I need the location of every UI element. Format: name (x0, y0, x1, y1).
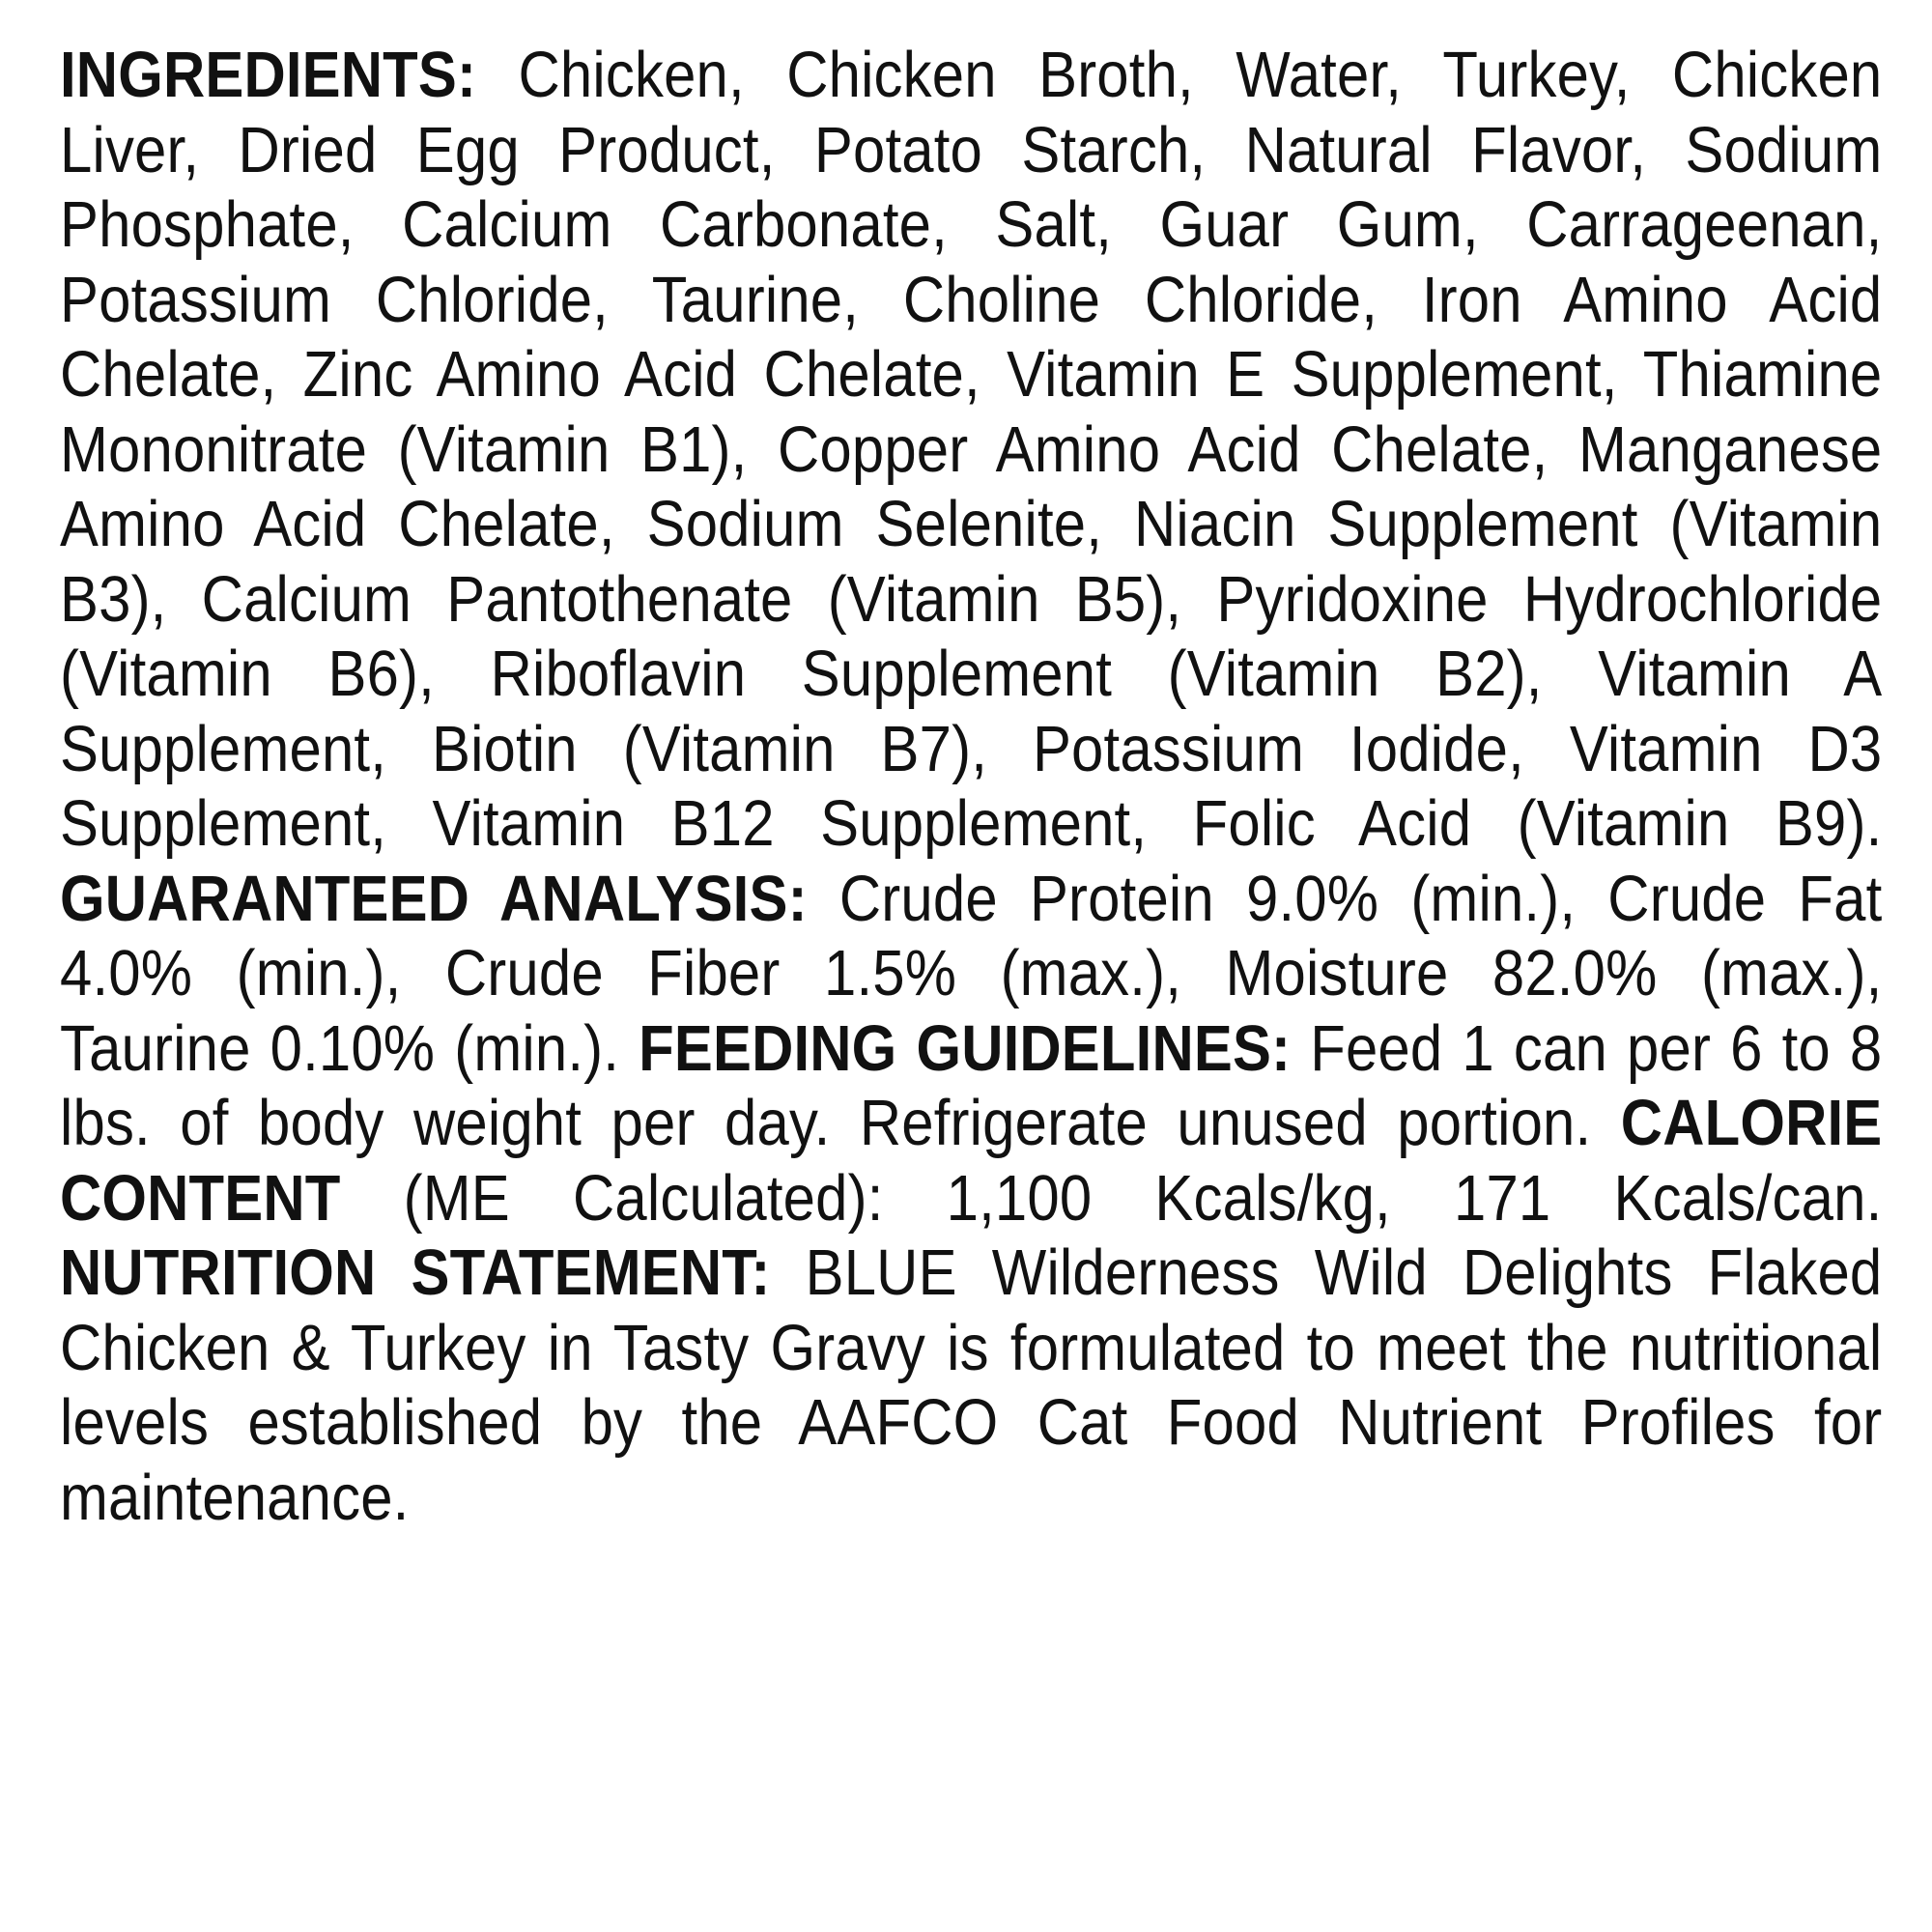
feeding-guidelines-text: Feed 1 can per 6 to 8 lbs. of body weight per day. Refrigerate unused portion. (60, 1012, 1883, 1159)
ingredients-heading: INGREDIENTS: (60, 40, 477, 111)
guaranteed-analysis-heading: GUARANTEED ANALYSIS: (60, 863, 808, 935)
guaranteed-analysis-text: Crude Protein 9.0% (min.), Crude Fat 4.0% (min.), Crude Fiber 1.5% (max.), Moisture 82.0% (max.), Taurine 0.10% (min.). (60, 863, 1883, 1085)
nutrition-statement-heading: NUTRITION STATEMENT: (60, 1237, 771, 1309)
nutrition-statement-text: BLUE Wilderness Wild Delights Flaked Chicken & Turkey in Tasty Gravy is formulated to meet the nutritional levels established by the AAFCO Cat Food Nutrient Profiles for maintenance. (60, 1237, 1883, 1534)
product-label-text (60, 39, 1882, 1536)
calorie-content-heading: CALORIE CONTENT (60, 1088, 1883, 1235)
calorie-content-text: (ME Calculated): 1,100 Kcals/kg, 171 Kcals/can. (403, 1162, 1883, 1235)
feeding-guidelines-heading: FEEDING GUIDELINES: (639, 1012, 1292, 1085)
ingredients-text: Chicken, Chicken Broth, Water, Turkey, Chicken Liver, Dried Egg Product, Potato Starch, Natural Flavor, Sodium Phosphate, Calcium Carbonate, Salt, Guar Gum, Carrageenan, Potassium Chloride, Taurine, Choline Chloride, Iron Amino Acid Chelate, Zinc Amino Acid Chelate, Vitamin E Supplement, Thiamine Mononitrate (Vitamin B1), Copper Amino Acid Chelate, Manganese Amino Acid Chelate, Sodium Selenite, Niacin Supplement (Vitamin B3), Calcium Pantothenate (Vitamin B5), Pyridoxine Hydrochloride (Vitamin B6), Riboflavin Supplement (Vitamin B2), Vitamin A Supplement, Biotin (Vitamin B7), Potassium Iodide, Vitamin D3 Supplement, Vitamin B12 Supplement, Folic Acid (Vitamin B9). (60, 40, 1883, 860)
